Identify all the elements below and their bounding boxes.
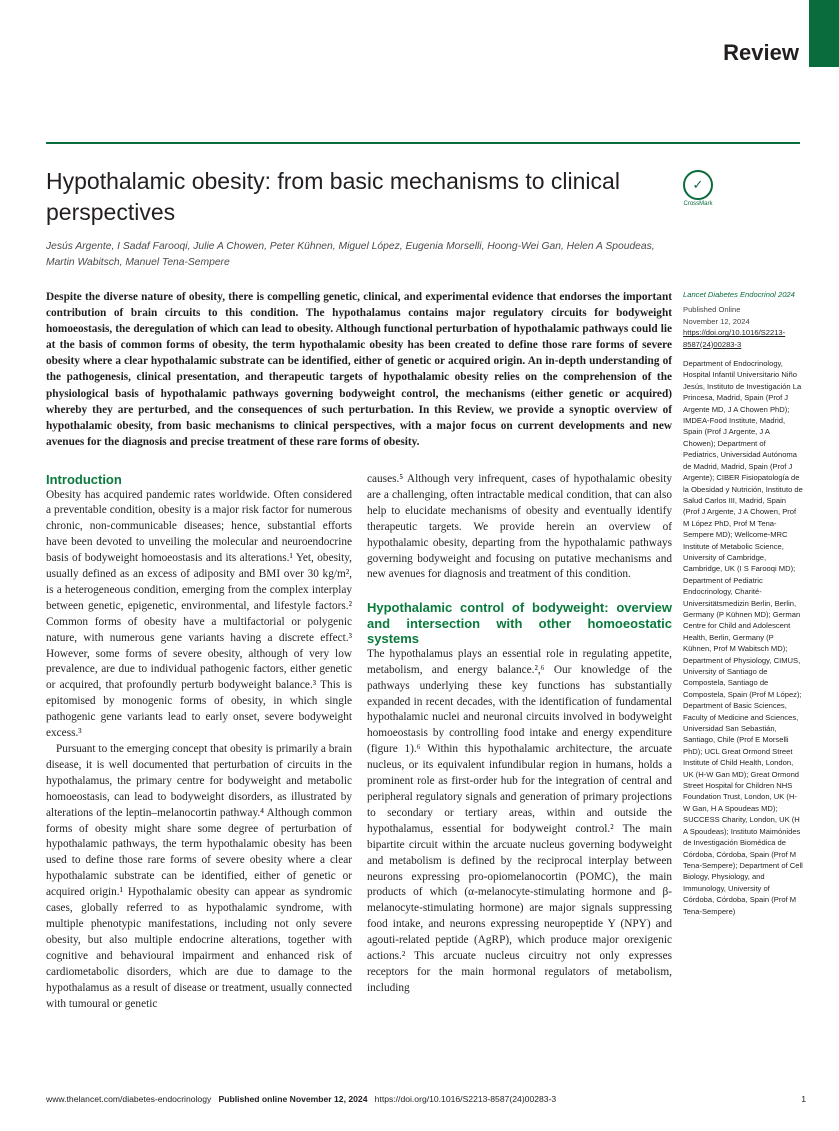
sidebar-notes [683, 289, 803, 917]
paragraph: The hypothalamus plays an essential role in regulating appetite, metabolism, and energy balance.²,⁶ Our knowledge of the pathways underlying these key functions has substantially expanded in recent decades, with the identification of fundamental hypothalamic nuclei and neuronal circuits involved in bodyweight homoeostasis by controlling food intake and energy expenditure (figure 1).⁶ Within this hypothalamic architecture, the arcuate nucleus, or its equivalent infundibular region in humans, holds a prominent role as first-order hub for the integration of central and peripheral regulatory signals and generation of primary projections to secondary or tertiary areas, within and outside the hypothalamus, essential for bodyweight control.² The main bipartite circuit within the arcuate nucleus governing bodyweight and metabolism is defined by the reciprocal interplay between neurons expressing pro-opiomelanocortin (POMC), the main products of which (α-melanocyte-stimulating hormone and β-melanocyte-stimulating hormone) are major signals suppressing food intake, and neurons expressing neuropeptide Y (NPY) and agouti-related peptide (AgRP), which produce major orexigenic actions.² This arcuate nucleus circuitry not only expresses receptors for the main hormonal regulators of metabolism, including [367, 647, 672, 994]
paragraph: Obesity has acquired pandemic rates worldwide. Often considered a preventable condition, obesity is a major risk factor for numerous chronic, non-communicable diseases; hence, substantial efforts have been devoted to unveiling the molecular and neuroendocrine basis of bodyweight homoeostasis and its alterations.¹ Yet, obesity, usually defined as an excess of adiposity and BMI over 30 kg/m², is a heterogeneous condition, emerging from the complex interplay between genetic, epigenetic, environmental, and lifestyle factors.² Common forms of obesity have a multifactorial or polygenic nature, with numerous gene variants having a discrete effect.³ However, some forms of severe obesity, although of very low prevalence, are due to individual pathogenic factors, either genetic or acquired, that profoundly perturb bodyweight balance.³ This is epitomised by monogenic forms of obesity, in which single pathogenic gene variants lead to early onset, severe bodyweight excess.³ [46, 488, 352, 740]
crossmark-badge[interactable] [683, 170, 713, 207]
body-column-right [367, 472, 672, 997]
section-label: Review [723, 40, 799, 65]
journal-citation: Lancet Diabetes Endocrinol 2024 [683, 290, 795, 299]
section-heading: Introduction [46, 472, 122, 487]
published-label: Published Online [683, 305, 741, 315]
authors-line: Jesús Argente, I Sadaf Farooqi, Julie A Chowen, Peter Kühnen, Miguel López, Eugenia Morselli, Hoong-Wei Gan, Helen A Spoudeas, [46, 241, 655, 252]
authors-line: Martin Wabitsch, Manuel Tena-Sempere [46, 257, 230, 268]
paragraph: causes.⁵ Although very infrequent, cases of hypothalamic obesity are a challenging, often intractable medical condition, that can also help to elucidate mechanisms of obesity and eventually identify therapeutic targets. We provide herein an overview of hypothalamic obesity, departing from the hypothalamic pathways governing bodyweight and focusing on putative mechanisms and new avenues for diagnosis and treatment of this condition. [367, 473, 672, 581]
footer-site[interactable]: www.thelancet.com/diabetes-endocrinology [46, 1094, 212, 1104]
affiliations: Department of Endocrinology, Hospital Infantil Universitario Niño Jesús, Instituto de Investigación La Princesa, Madrid, Spain (Prof J Argente MD, J A Chowen PhD); IMDEA-Food Institute, Madrid, Spain (Prof J Argente, J A Chowen); Department of Pediatrics, Universidad Autónoma de Madrid, Madrid, Spain (Prof J Argente); CIBER Fisiopatología de la Obesidad y Nutrición, Instituto de Salud Carlos III, Madrid, Spain (Prof J Argente, J A Chowen, Prof M López PhD, Prof M Tena-Sempere MD); Wellcome-MRC Institute of Metabolic Science, University of Cambridge, Cambridge, UK (I S Farooqi MD); Department of Pediatric Endocrinology, Charité-Universitätsmedizin Berlin, Berlin, Germany (P Kühnen MD); German Centre for Child and Adolescent Health, Berlin, Germany (P Kühnen, Prof M Wabitsch MD); Department of Physiology, CIMUS, University of Santiago de Compostela, Santiago de Compostela, Spain (Prof M López); Department of Basic Sciences, Faculty of Medicine and Sciences, Universidad San Sebastián, Santiago, Chile (Prof E Morselli PhD); UCL Great Ormond Street Institute of Child Health, London, UK (H-W Gan MD); Great Ormond Street Hospital for Children NHS Foundation Trust, London, UK (H-W Gan, H A Spoudeas MD); SUCCESS Charity, London, UK (H A Spoudeas); Instituto Maimónides de Investigación Biomédica de Córdoba, Córdoba, Spain (Prof M Tena-Sempere); Department of Cell Biology, Physiology, and Immunology, University of Córdoba, Córdoba, Spain (Prof M Tena-Sempere) [683, 359, 803, 916]
article-title: Hypothalamic obesity: from basic mechanisms to clinical perspectives [46, 168, 620, 225]
body-column-left [46, 472, 352, 1012]
section-heading: Hypothalamic control of bodyweight: overview and intersection with other homoeostatic systems [367, 600, 672, 647]
page-number: 1 [801, 1094, 806, 1104]
published-date: November 12, 2024 [683, 316, 750, 326]
crossmark-icon: ✓ [683, 170, 713, 200]
abstract: Despite the diverse nature of obesity, there is compelling genetic, clinical, and experimental evidence that endorses the important contribution of brain circuits to this condition. The hypothalamus contains major regulatory circuits for bodyweight homoeostasis, the deregulation of which can lead to obesity. Although functional perturbation of hypothalamic pathways could lie at the basis of common forms of obesity, the term hypothalamic obesity has been created to define those rare forms of severe obesity where a clear hypothalamic substrate can be identified, either of genetic or acquired origin. An in-depth understanding of the pathogenesis, clinical presentation, and therapeutic targets of hypothalamic obesity relies on the comprehension of the physiological basis of hypothalamic pathways governing bodyweight control, the mechanisms (either genetic or acquired) whereby they are perturbed, and the consequences of such perturbation. In this Review, we provide a synoptic overview of hypothalamic obesity, from basic mechanisms to clinical perspectives, with a major focus on current developments and new avenues for the diagnosis and precise treatment of these rare forms of obesity. [46, 291, 672, 448]
doi-link[interactable]: https://doi.org/10.1016/S2213-8587(24)00283-3 [683, 328, 786, 349]
footer-doi[interactable]: https://doi.org/10.1016/S2213-8587(24)00283-3 [374, 1094, 557, 1104]
page-footer [46, 1094, 806, 1104]
crossmark-label: CrossMark [683, 201, 713, 207]
footer-published: Published online November 12, 2024 [218, 1094, 368, 1104]
author-list [46, 239, 656, 271]
header-rule [46, 142, 800, 144]
section-color-bar [809, 0, 839, 67]
paragraph: Pursuant to the emerging concept that obesity is primarily a brain disease, it is well documented that perturbation of circuits in the hypothalamus, the primary centre for bodyweight and metabolic homoeostasis, can lead to bodyweight disorders, as illustrated by alterations of the leptin–melanocortin pathway.⁴ Although common forms of obesity might share some degree of perturbation of hypothalamic pathways, the term hypothalamic obesity has been used to define those rare forms of severe obesity where a clear hypothalamic substrate can be identified, either of genetic or acquired origin.¹ Hypothalamic obesity can appear as syndromic cases, globally referred to as hypothalamic syndrome, with multiple phenotypic manifestations, including not only severe obesity, but also multiple endocrine alterations, together with cognitive and behavioural impairment and enhanced risk of cardiometabolic disorders, which are due to damage to the hypothalamus as a result of disease or treatment, usually connected with tumoural or genetic [46, 743, 352, 1010]
